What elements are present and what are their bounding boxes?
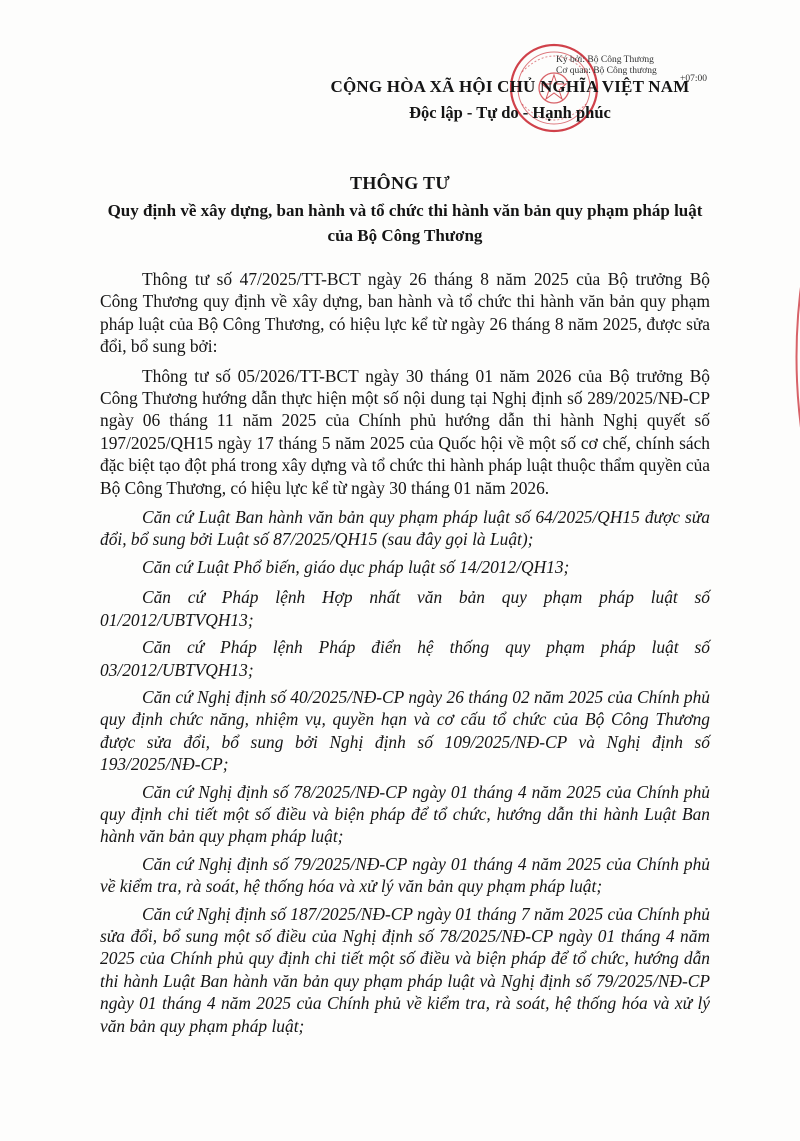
signature-time: +07:00 [680, 74, 707, 84]
intro-paragraph: Thông tư số 47/2025/TT-BCT ngày 26 tháng 8 năm 2025 của Bộ trưởng Bộ Công Thương quy định về xây dựng, ban hành và tổ chức thi hành văn bản quy phạm pháp luật của Bộ Công Thương, có hiệu lực kể từ ngày 26 tháng 8 năm 2025, được sửa đổi, bổ sung bởi: [100, 269, 710, 357]
signature-agency: Cơ quan: Bộ Công thương [556, 66, 657, 76]
amendment-paragraph: Thông tư số 05/2026/TT-BCT ngày 30 tháng 01 năm 2026 của Bộ trưởng Bộ Công Thương hướng dẫn thực hiện một số nội dung tại Nghị định số 289/2025/NĐ-CP ngày 06 tháng 11 năm 2025 của Chính phủ hướng dẫn thi hành Nghị quyết số 197/2025/QH15 ngày 17 tháng 5 năm 2025 của Quốc hội về một số cơ chế, chính sách đặc biệt tạo đột phá trong xây dựng và tổ chức thi hành pháp luật thuộc thẩm quyền của Bộ Công Thương, có hiệu lực kể từ ngày 30 tháng 01 năm 2026. [100, 365, 710, 498]
legal-basis-item: Căn cứ Nghị định số 78/2025/NĐ-CP ngày 01 tháng 4 năm 2025 của Chính phủ quy định chi tiết một số điều và biện pháp để tổ chức, hướng dẫn thi hành Luật Ban hành văn bản quy phạm pháp luật; [100, 781, 710, 847]
document-type: THÔNG TƯ [350, 173, 450, 193]
signature-signer: Ký bởi: Bộ Công Thương [556, 55, 654, 65]
national-header [300, 77, 720, 123]
edge-stamp-mark [788, 272, 800, 442]
document-subject: Quy định về xây dựng, ban hành và tổ chức thi hành văn bản quy phạm pháp luật của Bộ Công Thương [107, 201, 703, 245]
legal-basis-item: Căn cứ Luật Phổ biến, giáo dục pháp luật số 14/2012/QH13; [142, 556, 570, 577]
nation-motto: Độc lập - Tự do - Hạnh phúc [409, 103, 611, 122]
document-body [100, 268, 710, 1042]
legal-basis-item: Căn cứ Pháp lệnh Hợp nhất văn bản quy phạm pháp luật số 01/2012/UBTVQH13; [100, 587, 710, 630]
nation-title: CỘNG HÒA XÃ HỘI CHỦ NGHĨA VIỆT NAM [330, 77, 690, 96]
legal-basis-item: Căn cứ Nghị định số 79/2025/NĐ-CP ngày 01 tháng 4 năm 2025 của Chính phủ về kiểm tra, rà soát, hệ thống hóa và xử lý văn bản quy phạm pháp luật; [100, 853, 710, 897]
legal-basis-item: Căn cứ Luật Ban hành văn bản quy phạm pháp luật số 64/2025/QH15 được sửa đổi, bổ sung bởi Luật số 87/2025/QH15 (sau đây gọi là Luật); [100, 507, 710, 550]
legal-basis-item: Căn cứ Pháp lệnh Pháp điển hệ thống quy phạm pháp luật số 03/2012/UBTVQH13; [100, 637, 710, 680]
legal-basis-item: Căn cứ Nghị định số 187/2025/NĐ-CP ngày 01 tháng 7 năm 2025 của Chính phủ sửa đổi, bổ sung một số điều của Nghị định số 78/2025/NĐ-CP ngày 01 tháng 4 năm 2025 của Chính phủ quy định chi tiết một số điều và biện pháp để tổ chức, hướng dẫn thi hành Luật Ban hành văn bản quy phạm pháp luật và Nghị định số 79/2025/NĐ-CP ngày 01 tháng 4 năm 2025 của Chính phủ về kiểm tra, rà soát, hệ thống hóa và xử lý văn bản quy phạm pháp luật; [100, 903, 710, 1036]
legal-basis-item: Căn cứ Nghị định số 40/2025/NĐ-CP ngày 26 tháng 02 năm 2025 của Chính phủ quy định chức năng, nhiệm vụ, quyền hạn và cơ cấu tổ chức của Bộ Công Thương được sửa đổi, bổ sung bởi Nghị định số 109/2025/NĐ-CP và Nghị định số 193/2025/NĐ-CP; [100, 686, 710, 775]
